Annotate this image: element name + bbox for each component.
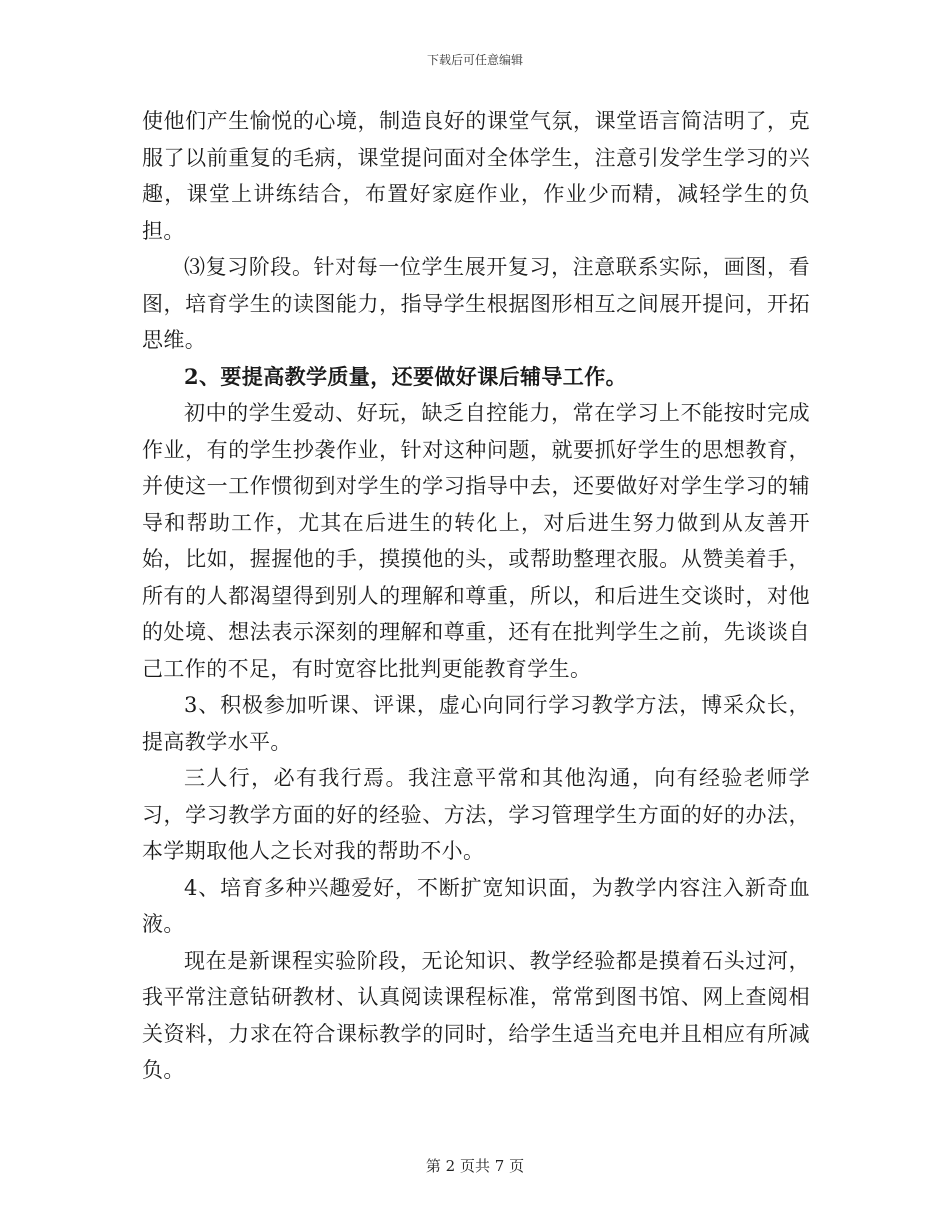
- paragraph-after-class-tutoring: 初中的学生爱动、好玩，缺乏自控能力，常在学习上不能按时完成作业，有的学生抄袭作业，针对这种问题，就要抓好学生的思想教育，并使这一工作惯彻到对学生的学习指导中去，还要做好对学生学习的辅导和帮助工作，尤其在后进生的转化上，对后进生努力做到从友善开始，比如，握握他的手，摸摸他的头，或帮助整理衣服。从赞美着手，所有的人都渴望得到别人的理解和尊重，所以，和后进生交谈时，对他的处境、想法表示深刻的理解和尊重，还有在批判学生之前，先谈谈自己工作的不足，有时宽容比批判更能教育学生。: [142, 401, 810, 681]
- section-heading-lesson-observation: 3、积极参加听课、评课，虚心向同行学习教学方法，博采众长，提高教学水平。: [142, 693, 810, 754]
- page-footer: 第 2 页共 7 页: [425, 1157, 525, 1175]
- document-body: [142, 103, 810, 1089]
- paragraph-new-curriculum: 现在是新课程实验阶段，无论知识、教学经验都是摸着石头过河，我平常注意钻研教材、认真阅读课程标准，常常到图书馆、网上查阅相关资料，力求在符合课标教学的同时，给学生适当充电并且相应有所减负。: [142, 948, 810, 1082]
- paragraph-classroom-atmosphere: 使他们产生愉悦的心境，制造良好的课堂气氛，课堂语言简洁明了，克服了以前重复的毛病，课堂提问面对全体学生，注意引发学生学习的兴趣，课堂上讲练结合，布置好家庭作业，作业少而精，减轻学生的负担。: [142, 109, 810, 243]
- section-heading-after-class-tutoring: 2、要提高教学质量，还要做好课后辅导工作。: [184, 363, 628, 389]
- section-heading-interests: 4、培育多种兴趣爱好，不断扩宽知识面，为教学内容注入新奇血液。: [142, 875, 810, 936]
- page-header: 下载后可任意编辑: [426, 53, 523, 67]
- paragraph-review-stage: ⑶复习阶段。针对每一位学生展开复习，注意联系实际，画图，看图，培育学生的读图能力，指导学生根据图形相互之间展开提问，开拓思维。: [142, 255, 810, 352]
- paragraph-lesson-observation: 三人行，必有我行焉。我注意平常和其他沟通，向有经验老师学习，学习教学方面的好的经验、方法，学习管理学生方面的好的办法，本学期取他人之长对我的帮助不小。: [142, 766, 810, 863]
